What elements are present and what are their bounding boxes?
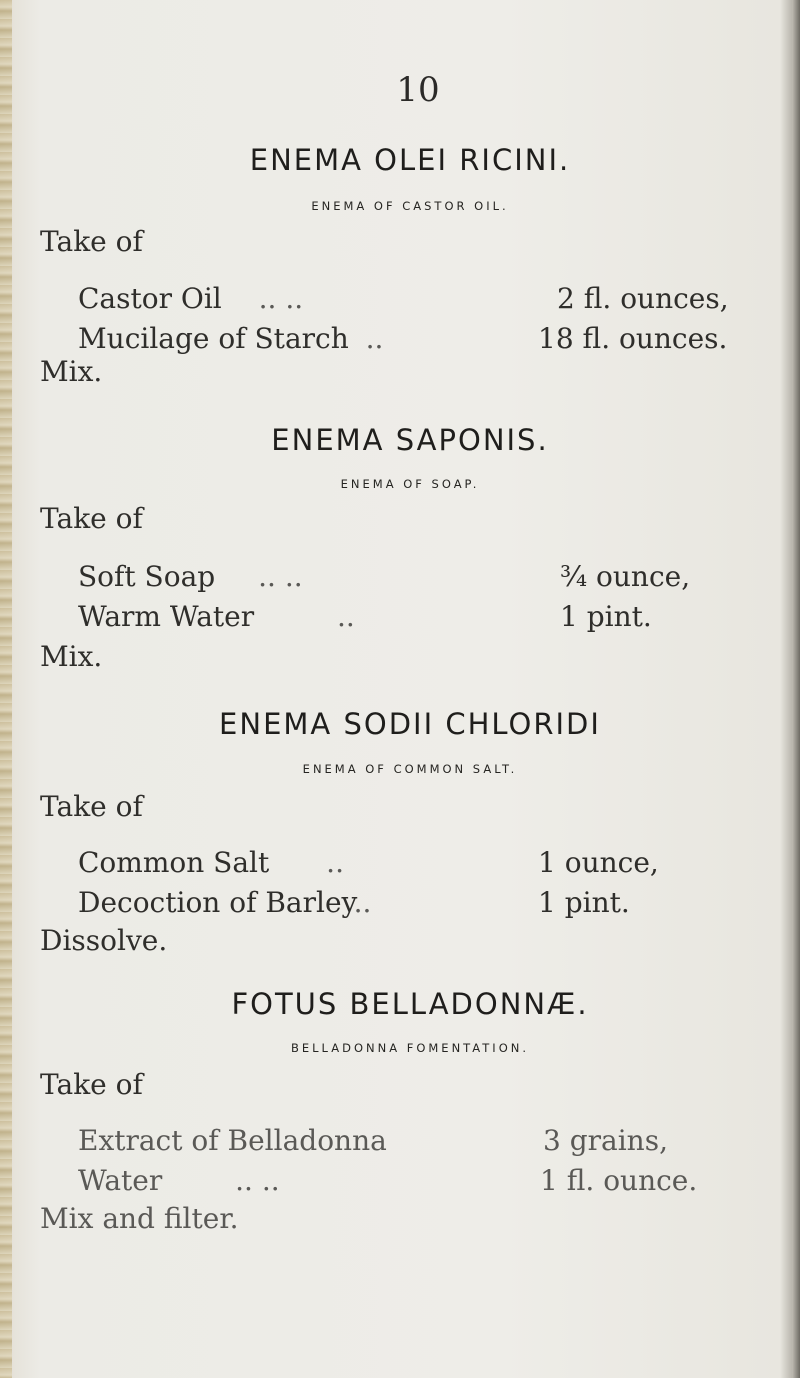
ingredient-quantity: 1 fl. ounce. [540,1164,698,1197]
take-of-label: Take of [40,790,143,823]
ingredient-quantity: 1 pint. [560,600,652,633]
dot-leader: .. [326,846,344,879]
ingredient-quantity: 1 ounce, [538,846,659,879]
ingredient-quantity: 1 pint. [538,886,630,919]
instruction-text: Mix. [40,640,103,673]
instruction-text: Mix. [40,355,103,388]
ingredient-name [78,600,355,633]
recipe-subtitle-soap: ENEMA OF SOAP. [340,477,480,491]
ingredient-label: Warm Water [78,600,255,633]
recipe-title-fotus-belladonnae: FOTUS BELLADONNÆ. [231,987,589,1021]
recipe-title-enema-olei-ricini: ENEMA OLEI RICINI. [249,143,571,177]
ingredient-name [78,846,344,879]
ingredient-name [78,560,303,593]
recipe-subtitle-castor-oil: ENEMA OF CASTOR OIL. [311,199,509,213]
ingredient-name [78,282,303,315]
ingredient-name [78,886,371,919]
instruction-text: Dissolve. [40,924,168,957]
ingredient-label: Common Salt [78,846,270,879]
ingredient-quantity: 18 fl. ounces. [538,322,728,355]
ingredient-label: Water [78,1164,163,1197]
recipe-title-enema-sodii-chloridi: ENEMA SODII CHLORIDI [219,707,601,741]
ingredient-label: Soft Soap [78,560,216,593]
ingredient-label: Extract of Belladonna [78,1124,387,1157]
ingredient-label: Castor Oil [78,282,222,315]
dot-leader: .. [365,322,384,355]
page-number: 10 [396,70,440,110]
recipe-subtitle-belladonna-fomentation: BELLADONNA FOMENTATION. [290,1041,530,1055]
dot-leader: .. [337,600,355,633]
ingredient-label: Mucilage of Starch [78,322,349,355]
dot-leader: .. [353,886,372,919]
take-of-label: Take of [40,1068,143,1101]
ingredient-quantity: 3 grains, [543,1124,668,1157]
ingredient-quantity: 2 fl. ounces, [557,282,729,315]
dot-leader: .. .. [258,282,304,315]
dot-leader: .. .. [235,1164,280,1197]
recipe-subtitle-common-salt: ENEMA OF COMMON SALT. [302,762,518,776]
ingredient-label: Decoction of Barley [78,886,354,919]
ingredient-name [78,1124,387,1157]
dot-leader: .. .. [258,560,303,593]
ingredient-name [78,1164,280,1197]
take-of-label: Take of [40,225,143,258]
recipe-title-enema-saponis: ENEMA SAPONIS. [271,423,549,457]
ingredient-name [78,322,383,355]
instruction-text: Mix and filter. [40,1202,239,1235]
take-of-label: Take of [40,502,143,535]
ingredient-quantity: ¾ ounce, [560,560,691,593]
